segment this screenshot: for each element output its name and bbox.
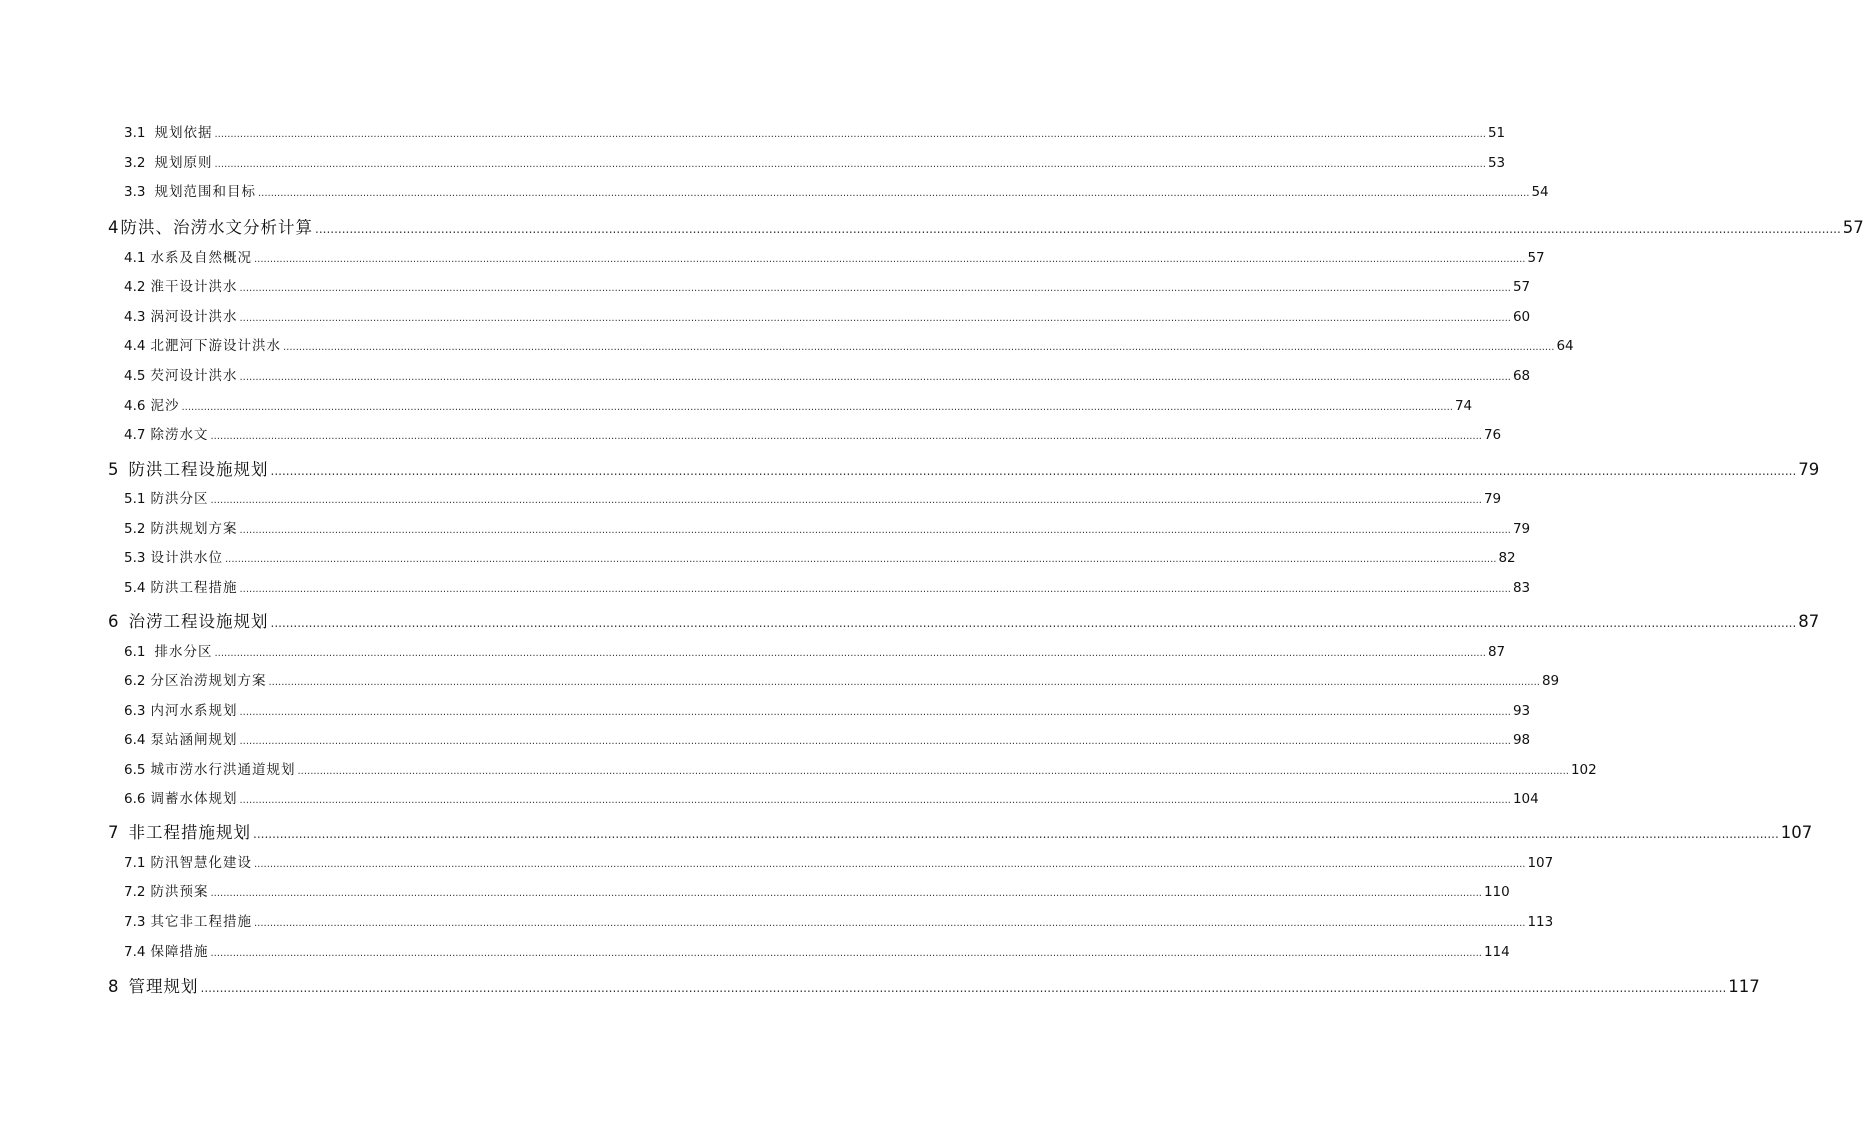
toc-entry-6-5[interactable] [124,758,1597,778]
toc-dot-leader: ................................................................................................................................................................................................................................................................................................................................................................................................................ [239,795,1511,806]
toc-entry-title: 保障措施 [150,944,209,960]
toc-entry-page: 68 [1512,368,1531,384]
toc-entry-title: 治涝工程设施规划 [128,612,269,631]
toc-entry-page: 83 [1512,580,1531,596]
toc-entry-page: 57 [1842,218,1864,237]
toc-entry-page: 87 [1798,612,1820,631]
toc-entry-3-3[interactable] [124,180,1549,200]
toc-entry-page: 57 [1527,250,1545,266]
toc-entry-title: 防洪工程设施规划 [128,460,269,479]
toc-entry-8[interactable] [108,973,1760,997]
toc-entry-page: 104 [1512,791,1539,807]
toc-entry-6-4[interactable] [124,728,1531,748]
toc-entry-page: 60 [1512,309,1531,325]
toc-entry-page: 76 [1483,427,1502,443]
toc-entry-title: 规划原则 [154,155,213,171]
toc-entry-6[interactable] [108,608,1820,632]
toc-entry-number: 4.4 [124,338,146,354]
toc-entry-7-1[interactable] [124,851,1554,871]
toc-entry-7-3[interactable] [124,910,1554,930]
toc-entry-title: 排水分区 [154,644,213,660]
toc-entry-page: 53 [1487,155,1506,171]
toc-entry-page: 82 [1498,550,1516,566]
toc-entry-title: 其它非工程措施 [150,914,252,930]
toc-dot-leader: ................................................................................................................................................................................................................................................................................................................................................................................................................ [253,859,1526,870]
toc-entry-page: 110 [1483,884,1510,900]
toc-entry-number: 7.1 [124,855,146,871]
toc-dot-leader: ................................................................................................................................................................................................................................................................................................................................................................................................................ [214,648,1486,659]
toc-entry-number: 5.1 [124,491,146,507]
toc-entry-number: 5.2 [124,521,146,537]
toc-entry-4-6[interactable] [124,394,1473,414]
toc-entry-page: 79 [1798,460,1820,479]
toc-dot-leader: ................................................................................................................................................................................................................................................................................................................................................................................................................ [239,283,1511,294]
toc-entry-5-4[interactable] [124,576,1531,596]
toc-entry-number: 4.2 [124,279,146,295]
toc-entry-title: 城市涝水行洪通道规划 [150,762,296,778]
toc-entry-6-2[interactable] [124,669,1560,689]
toc-entry-number: 7.3 [124,914,146,930]
toc-entry-6-6[interactable] [124,787,1539,807]
toc-entry-title: 管理规划 [128,977,199,996]
toc-entry-number: 6.3 [124,703,146,719]
toc-entry-5-3[interactable] [124,546,1516,566]
toc-dot-leader: ................................................................................................................................................................................................................................................................................................................................................................................................................ [224,554,1497,565]
toc-entry-page: 107 [1780,823,1813,842]
toc-entry-number: 6.6 [124,791,146,807]
toc-dot-leader: ................................................................................................................................................................................................................................................................................................................................................................................................................ [181,402,1453,413]
toc-dot-leader: ................................................................................................................................................................................................................................................................................................................................................................................................................ [239,525,1511,536]
toc-entry-number: 4.1 [124,250,146,266]
toc-entry-page: 79 [1483,491,1502,507]
toc-entry-number: 4.5 [124,368,146,384]
toc-dot-leader: ................................................................................................................................................................................................................................................................................................................................................................................................................ [239,313,1511,324]
toc-entry-title: 北淝河下游设计洪水 [150,338,281,354]
toc-entry-title: 内河水系规划 [150,703,238,719]
toc-entry-title: 规划范围和目标 [154,184,256,200]
toc-entry-title: 淮干设计洪水 [150,279,238,295]
toc-dot-leader: ................................................................................................................................................................................................................................................................................................................................................................................................................ [239,584,1511,595]
toc-entry-title: 防汛智慧化建设 [150,855,252,871]
toc-entry-number: 5.3 [124,550,146,566]
toc-entry-page: 107 [1527,855,1554,871]
toc-entry-title: 非工程措施规划 [128,823,251,842]
toc-entry-4-4[interactable] [124,334,1574,354]
toc-dot-leader: ................................................................................................................................................................................................................................................................................................................................................................................................................ [270,464,1797,478]
toc-entry-title: 设计洪水位 [150,550,223,566]
toc-dot-leader: ................................................................................................................................................................................................................................................................................................................................................................................................................ [270,616,1797,630]
toc-entry-page: 102 [1570,762,1597,778]
toc-entry-title: 防洪分区 [150,491,209,507]
toc-entry-title: 防洪规划方案 [150,521,238,537]
toc-dot-leader: ................................................................................................................................................................................................................................................................................................................................................................................................................ [268,677,1540,688]
toc-dot-leader: ................................................................................................................................................................................................................................................................................................................................................................................................................ [210,495,1482,506]
toc-dot-leader: ................................................................................................................................................................................................................................................................................................................................................................................................................ [297,766,1569,777]
toc-entry-page: 74 [1454,398,1473,414]
toc-entry-4[interactable] [108,214,1864,238]
toc-entry-title: 芡河设计洪水 [150,368,238,384]
toc-entry-number: 6.5 [124,762,146,778]
toc-entry-4-3[interactable] [124,305,1531,325]
toc-entry-3-1[interactable] [124,121,1506,141]
toc-dot-leader: ................................................................................................................................................................................................................................................................................................................................................................................................................ [214,129,1486,140]
toc-entry-7-4[interactable] [124,940,1510,960]
toc-entry-number: 6.1 [124,644,146,660]
toc-entry-number: 3.1 [124,125,146,141]
toc-entry-page: 113 [1527,914,1554,930]
toc-dot-leader: ................................................................................................................................................................................................................................................................................................................................................................................................................ [239,707,1511,718]
toc-entry-page: 98 [1512,732,1531,748]
toc-dot-leader: ................................................................................................................................................................................................................................................................................................................................................................................................................ [253,827,1779,841]
toc-entry-number: 4.6 [124,398,146,414]
toc-dot-leader: ................................................................................................................................................................................................................................................................................................................................................................................................................ [210,948,1482,959]
toc-entry-title: 调蓄水体规划 [150,791,238,807]
toc-entry-4-7[interactable] [124,423,1502,443]
toc-dot-leader: ................................................................................................................................................................................................................................................................................................................................................................................................................ [200,981,1727,995]
toc-entry-number: 8 [108,977,119,996]
toc-entry-6-1[interactable] [124,640,1506,660]
toc-entry-page: 57 [1512,279,1531,295]
toc-dot-leader: ................................................................................................................................................................................................................................................................................................................................................................................................................ [253,254,1526,265]
toc-entry-number: 3.3 [124,184,146,200]
toc-entry-page: 114 [1483,944,1510,960]
toc-entry-number: 4.3 [124,309,146,325]
toc-entry-title: 泵站涵闸规划 [150,732,238,748]
toc-entry-number: 5.4 [124,580,146,596]
toc-dot-leader: ................................................................................................................................................................................................................................................................................................................................................................................................................ [239,372,1511,383]
toc-entry-page: 79 [1512,521,1531,537]
toc-dot-leader: ................................................................................................................................................................................................................................................................................................................................................................................................................ [257,188,1530,199]
toc-entry-number: 4.7 [124,427,146,443]
toc-entry-page: 87 [1487,644,1506,660]
toc-dot-leader: ................................................................................................................................................................................................................................................................................................................................................................................................................ [282,342,1555,353]
toc-entry-number: 3.2 [124,155,146,171]
toc-entry-number: 7.2 [124,884,146,900]
toc-entry-5[interactable] [108,456,1820,480]
toc-entry-title: 涡河设计洪水 [150,309,238,325]
toc-entry-4-5[interactable] [124,364,1531,384]
toc-dot-leader: ................................................................................................................................................................................................................................................................................................................................................................................................................ [315,222,1841,236]
toc-entry-page: 93 [1512,703,1531,719]
toc-entry-4-2[interactable] [124,275,1531,295]
toc-entry-title: 水系及自然概况 [150,250,252,266]
toc-entry-number: 7 [108,823,119,842]
toc-entry-7-2[interactable] [124,880,1510,900]
toc-entry-5-2[interactable] [124,517,1531,537]
toc-entry-page: 54 [1531,184,1549,200]
toc-entry-3-2[interactable] [124,151,1506,171]
toc-entry-title: 防洪工程措施 [150,580,238,596]
toc-dot-leader: ................................................................................................................................................................................................................................................................................................................................................................................................................ [210,888,1482,899]
toc-entry-page: 89 [1541,673,1560,689]
toc-entry-number: 4 [108,218,119,237]
toc-entry-6-3[interactable] [124,699,1531,719]
toc-entry-4-1[interactable] [124,246,1545,266]
toc-entry-5-1[interactable] [124,487,1502,507]
toc-entry-title: 分区治涝规划方案 [150,673,267,689]
toc-entry-title: 防洪预案 [150,884,209,900]
toc-entry-title: 除涝水文 [150,427,209,443]
toc-entry-title: 防洪、治涝水文分析计算 [120,218,313,237]
toc-entry-page: 117 [1728,977,1760,996]
toc-dot-leader: ................................................................................................................................................................................................................................................................................................................................................................................................................ [210,431,1482,442]
toc-entry-page: 51 [1487,125,1506,141]
toc-entry-title: 泥沙 [150,398,180,414]
toc-entry-number: 6.2 [124,673,146,689]
toc-entry-number: 6 [108,612,119,631]
toc-entry-number: 6.4 [124,732,146,748]
toc-entry-page: 64 [1556,338,1574,354]
toc-dot-leader: ................................................................................................................................................................................................................................................................................................................................................................................................................ [214,159,1486,170]
toc-dot-leader: ................................................................................................................................................................................................................................................................................................................................................................................................................ [253,918,1526,929]
toc-entry-7[interactable] [108,819,1813,843]
toc-dot-leader: ................................................................................................................................................................................................................................................................................................................................................................................................................ [239,736,1511,747]
toc-entry-number: 7.4 [124,944,146,960]
toc-entry-number: 5 [108,460,119,479]
toc-entry-title: 规划依据 [154,125,213,141]
